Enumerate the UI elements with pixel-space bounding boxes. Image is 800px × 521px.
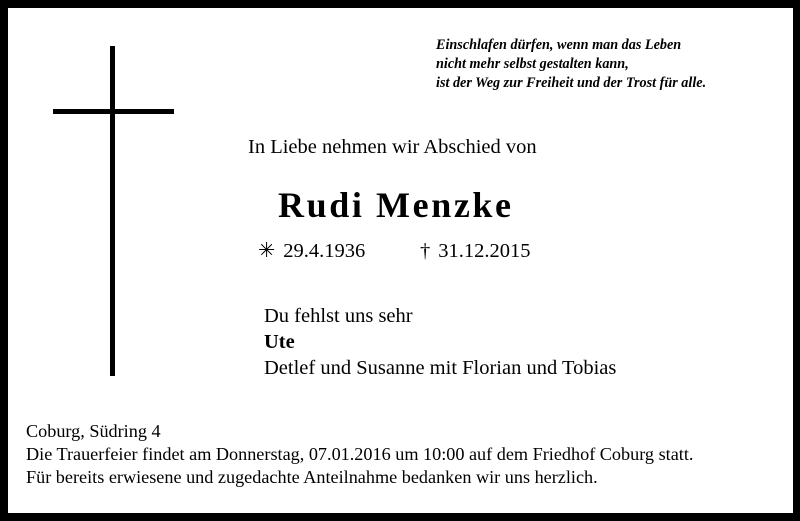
funeral-info-line: Die Trauerfeier findet am Donnerstag, 07.01.2016 um 10:00 auf dem Friedhof Coburg statt. [26, 444, 694, 464]
mourner-names-family: Detlef und Susanne mit Florian und Tobias [264, 357, 617, 379]
motto-line: Einschlafen dürfen, wenn man das Leben [436, 37, 682, 53]
motto-line: nicht mehr selbst gestalten kann, [436, 56, 629, 72]
death-cross-icon: † [420, 240, 431, 262]
address-line: Coburg, Südring 4 [26, 421, 161, 441]
deceased-name: Rudi Menzke [278, 185, 514, 225]
mourners-list [264, 303, 616, 381]
mourner-name-primary: Ute [264, 331, 295, 353]
cross-icon-horizontal-bar [53, 109, 174, 114]
mourners-message: Du fehlst uns sehr [264, 305, 413, 327]
intro-text: In Liebe nehmen wir Abschied von [248, 136, 537, 158]
cross-icon-vertical-bar [110, 46, 115, 376]
footer-info [26, 420, 693, 489]
birth-date: 29.4.1936 [283, 240, 366, 262]
motto-line: ist der Weg zur Freiheit und der Trost für alle. [436, 75, 707, 91]
thanks-line: Für bereits erwiesene und zugedachte Anteilnahme bedanken wir uns herzlich. [26, 467, 598, 487]
motto-quote [436, 36, 706, 93]
birth-star-icon: ✳ [258, 240, 276, 262]
birth-date-block [258, 238, 365, 264]
death-date-block [420, 238, 531, 264]
death-date: 31.12.2015 [438, 240, 531, 262]
